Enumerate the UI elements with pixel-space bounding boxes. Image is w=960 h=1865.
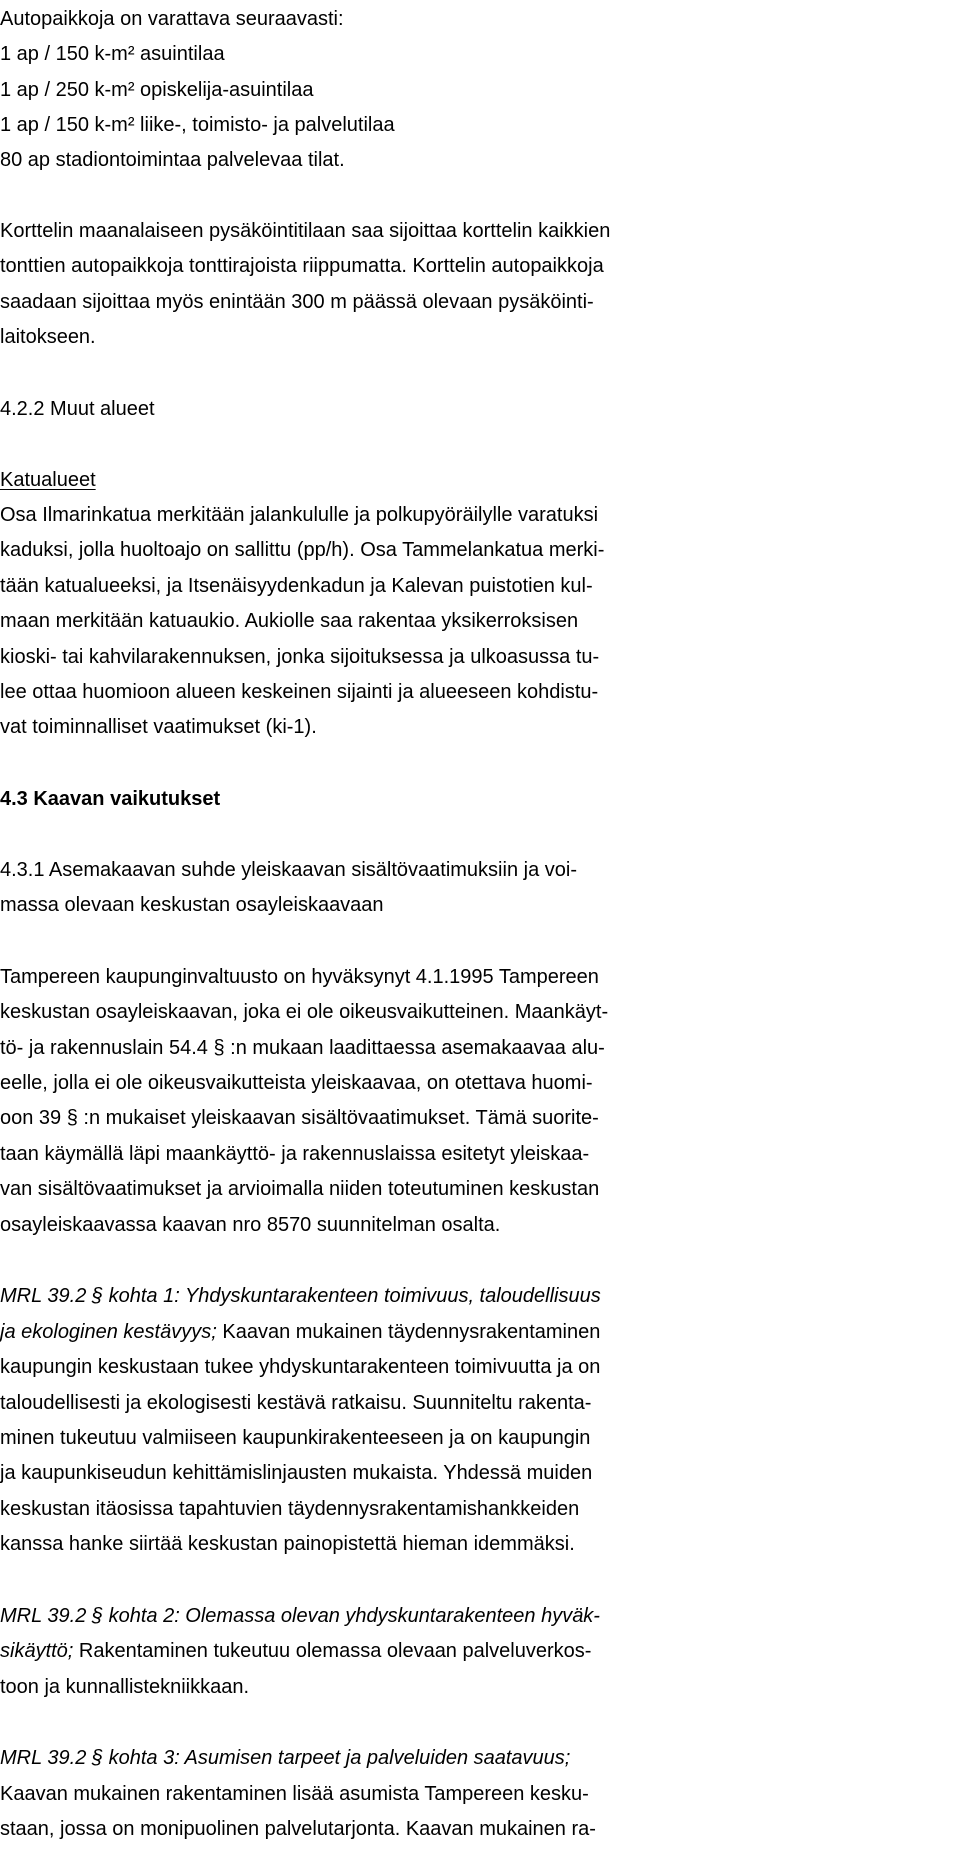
text-line: van sisältövaatimukset ja arvioimalla niiden toteutuminen keskustan bbox=[0, 1178, 600, 1200]
text-line: kanssa hanke siirtää keskustan painopistettä hieman idemmäksi. bbox=[0, 1533, 575, 1555]
text-line: kaupungin keskustaan tukee yhdyskuntarakenteen toimivuutta ja on bbox=[0, 1356, 601, 1378]
text-line: lee ottaa huomioon alueen keskeinen sijainti ja alueeseen kohdistu- bbox=[0, 681, 599, 703]
subsection-heading: 4.3.1 Asemakaavan suhde yleiskaavan sisältövaatimuksiin ja voi- bbox=[0, 859, 577, 881]
text-line: eelle, jolla ei ole oikeusvaikutteista yleiskaavaa, on otettava huomi- bbox=[0, 1072, 593, 1094]
text-line: oon 39 § :n mukaiset yleiskaavan sisältövaatimukset. Tämä suorite- bbox=[0, 1107, 599, 1129]
text-line: taloudellisesti ja ekologisesti kestävä ratkaisu. Suunniteltu rakenta- bbox=[0, 1392, 592, 1414]
text-line: tö- ja rakennuslain 54.4 § :n mukaan laadittaessa asemakaavaa alu- bbox=[0, 1037, 605, 1059]
text-line: MRL 39.2 § kohta 3: Asumisen tarpeet ja palveluiden saatavuus; bbox=[0, 1747, 571, 1769]
text-line: Kaavan mukainen rakentaminen lisää asumista Tampereen kesku- bbox=[0, 1783, 589, 1805]
text-line: staan, jossa on monipuolinen palvelutarjonta. Kaavan mukainen ra- bbox=[0, 1818, 596, 1840]
subsection-title: Katualueet bbox=[0, 469, 96, 491]
text-line: toon ja kunnallistekniikkaan. bbox=[0, 1676, 250, 1698]
section-heading: 4.2.2 Muut alueet bbox=[0, 398, 155, 420]
text-line: osayleiskaavassa kaavan nro 8570 suunnitelman osalta. bbox=[0, 1214, 501, 1236]
text-line: 1 ap / 250 k-m² opiskelija-asuintilaa bbox=[0, 79, 314, 101]
text-line: MRL 39.2 § kohta 1: Yhdyskuntarakenteen toimivuus, taloudellisuus bbox=[0, 1285, 601, 1307]
text-line: 1 ap / 150 k-m² liike-, toimisto- ja palvelutilaa bbox=[0, 114, 395, 136]
text-line: Autopaikkoja on varattava seuraavasti: bbox=[0, 8, 344, 30]
text-line: minen tukeutuu valmiiseen kaupunkirakenteeseen ja on kaupungin bbox=[0, 1427, 591, 1449]
text-line: taan käymällä läpi maankäyttö- ja rakennuslaissa esitetyt yleiskaa- bbox=[0, 1143, 590, 1165]
text-line: saadaan sijoittaa myös enintään 300 m päässä olevaan pysäköinti- bbox=[0, 291, 594, 313]
text-line: keskustan itäosissa tapahtuvien täydennysrakentamishankkeiden bbox=[0, 1498, 580, 1520]
subsection-heading: massa olevaan keskustan osayleiskaavaan bbox=[0, 894, 384, 916]
text-line: sikäyttö; Rakentaminen tukeutuu olemassa olevaan palveluverkos- bbox=[0, 1640, 592, 1662]
text-line: MRL 39.2 § kohta 2: Olemassa olevan yhdyskuntarakenteen hyväk- bbox=[0, 1605, 600, 1627]
text-line: laitokseen. bbox=[0, 326, 96, 348]
text-line: keskustan osayleiskaavan, joka ei ole oikeusvaikutteinen. Maankäyt- bbox=[0, 1001, 609, 1023]
text-line: kaduksi, jolla huoltoajo on sallittu (pp/h). Osa Tammelankatua merki- bbox=[0, 539, 605, 561]
text-line: vat toiminnalliset vaatimukset (ki-1). bbox=[0, 716, 317, 738]
text-line: 1 ap / 150 k-m² asuintilaa bbox=[0, 43, 225, 65]
text-line: tonttien autopaikkoja tonttirajoista riippumatta. Korttelin autopaikkoja bbox=[0, 255, 604, 277]
text-line: maan merkitään katuaukio. Aukiolle saa rakentaa yksikerroksisen bbox=[0, 610, 579, 632]
text-line: ja ekologinen kestävyys; Kaavan mukainen täydennysrakentaminen bbox=[0, 1321, 601, 1343]
text-line: Osa Ilmarinkatua merkitään jalankululle ja polkupyöräilylle varatuksi bbox=[0, 504, 599, 526]
text-line: kioski- tai kahvilarakennuksen, jonka sijoituksessa ja ulkoasussa tu- bbox=[0, 646, 600, 668]
section-heading: 4.3 Kaavan vaikutukset bbox=[0, 788, 221, 810]
text-line: 80 ap stadiontoimintaa palvelevaa tilat. bbox=[0, 149, 345, 171]
text-line: ja kaupunkiseudun kehittämislinjausten mukaista. Yhdessä muiden bbox=[0, 1462, 593, 1484]
text-line: tään katualueeksi, ja Itsenäisyydenkadun ja Kalevan puistotien kul- bbox=[0, 575, 593, 597]
text-line: Tampereen kaupunginvaltuusto on hyväksynyt 4.1.1995 Tampereen bbox=[0, 966, 599, 988]
text-line: Korttelin maanalaiseen pysäköintitilaan saa sijoittaa korttelin kaikkien bbox=[0, 220, 611, 242]
